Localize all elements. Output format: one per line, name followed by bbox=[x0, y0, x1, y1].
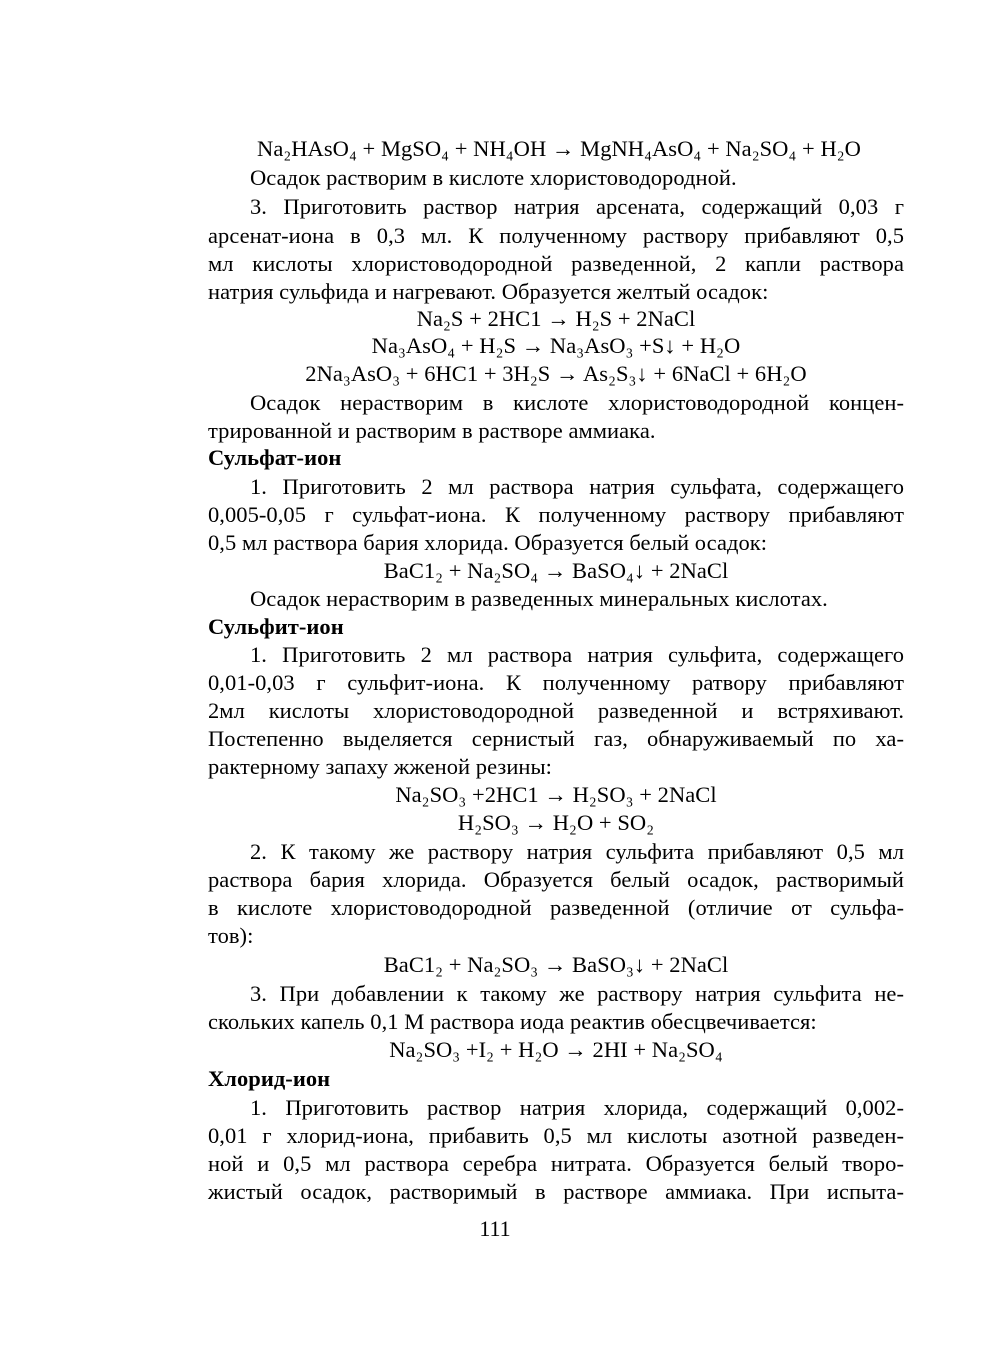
text-line: 0,01-0,03 г сульфит-иона. К полученному ратвору прибавляют bbox=[208, 670, 904, 695]
text-line: раствора бария хлорида. Образуется белый осадок, растворимый bbox=[208, 867, 904, 892]
equation-line: Na₂SO₃ +I₂ + H₂O → 2HI + Na₂SO₄ bbox=[389, 1037, 723, 1062]
text-line: скольких капель 0,1 М раствора иода реактив обесцвечивается: bbox=[208, 1009, 817, 1034]
section-heading: Сульфит-ион bbox=[208, 614, 344, 639]
section-heading: Хлорид-ион bbox=[208, 1066, 331, 1091]
text-line: 2. К такому же раствору натрия сульфита прибавляют 0,5 мл bbox=[250, 839, 904, 864]
text-line: 3. При добавлении к такому же раствору натрия сульфита не- bbox=[250, 981, 904, 1006]
text-line: ной и 0,5 мл раствора серебра нитрата. Образуется белый творо- bbox=[208, 1151, 904, 1176]
text-line: Осадок нерастворим в кислоте хлористоводородной концен- bbox=[250, 390, 904, 415]
text-line: 0,005-0,05 г сульфат-иона. К полученному раствору прибавляют bbox=[208, 502, 904, 527]
equation-line: 2Na₃AsO₃ + 6HC1 + 3H₂S → As₂S₃↓ + 6NaCl + 6H₂O bbox=[305, 361, 807, 386]
equation-line: Na₃AsO₄ + H₂S → Na₃AsO₃ +S↓ + H₂O bbox=[371, 333, 741, 358]
equation-line: BaC1₂ + Na₂SO₃ → BaSO₃↓ + 2NaCl bbox=[383, 952, 729, 977]
text-line: Постепенно выделяется сернистый газ, обнаруживаемый по ха- bbox=[208, 726, 904, 751]
text-line: Осадок нерастворим в разведенных минеральных кислотах. bbox=[250, 586, 828, 611]
text-line: трированной и растворим в растворе аммиака. bbox=[208, 418, 656, 443]
text-line: рактерному запаху жженой резины: bbox=[208, 754, 552, 779]
text-line: Осадок растворим в кислоте хлористоводородной. bbox=[250, 165, 737, 190]
text-line: арсенат-иона в 0,3 мл. К полученному раствору прибавляют 0,5 bbox=[208, 223, 904, 248]
text-line: 0,01 г хлорид-иона, прибавить 0,5 мл кислоты азотной разведен- bbox=[208, 1123, 904, 1148]
text-line: 0,5 мл раствора бария хлорида. Образуется белый осадок: bbox=[208, 530, 768, 555]
text-line: жистый осадок, растворимый в растворе аммиака. При испыта- bbox=[208, 1179, 904, 1204]
text-line: тов): bbox=[208, 923, 254, 948]
equation-line: Na₂S + 2HC1 → H₂S + 2NaCl bbox=[416, 306, 696, 331]
text-line: мл кислоты хлористоводородной разведенной, 2 капли раствора bbox=[208, 251, 904, 276]
equation-line: Na₂SO₃ +2HC1 → H₂SO₃ + 2NaCl bbox=[395, 782, 717, 807]
text-line: 1. Приготовить раствор натрия хлорида, содержащий 0,002- bbox=[250, 1095, 904, 1120]
text-line: 1. Приготовить 2 мл раствора натрия сульфата, содержащего bbox=[250, 474, 904, 499]
equation-line: Na₂HAsO₄ + MgSO₄ + NH₄OH → MgNH₄AsO₄ + Na₂SO₄ + H₂O bbox=[257, 136, 861, 161]
equation-line: H₂SO₃ → H₂O + SO₂ bbox=[457, 810, 655, 835]
section-heading: Сульфат-ион bbox=[208, 445, 342, 470]
text-line: 1. Приготовить 2 мл раствора натрия сульфита, содержащего bbox=[250, 642, 904, 667]
text-line: 3. Приготовить раствор натрия арсената, содержащий 0,03 г bbox=[250, 194, 904, 219]
text-line: в кислоте хлористоводородной разведенной (отличие от сульфа- bbox=[208, 895, 904, 920]
equation-line: BaC1₂ + Na₂SO₄ → BaSO₄↓ + 2NaCl bbox=[383, 558, 729, 583]
page-number: 111 bbox=[479, 1216, 511, 1241]
text-line: 2мл кислоты хлористоводородной разведенной и встряхивают. bbox=[208, 698, 904, 723]
text-line: натрия сульфида и нагревают. Образуется желтый осадок: bbox=[208, 279, 769, 304]
